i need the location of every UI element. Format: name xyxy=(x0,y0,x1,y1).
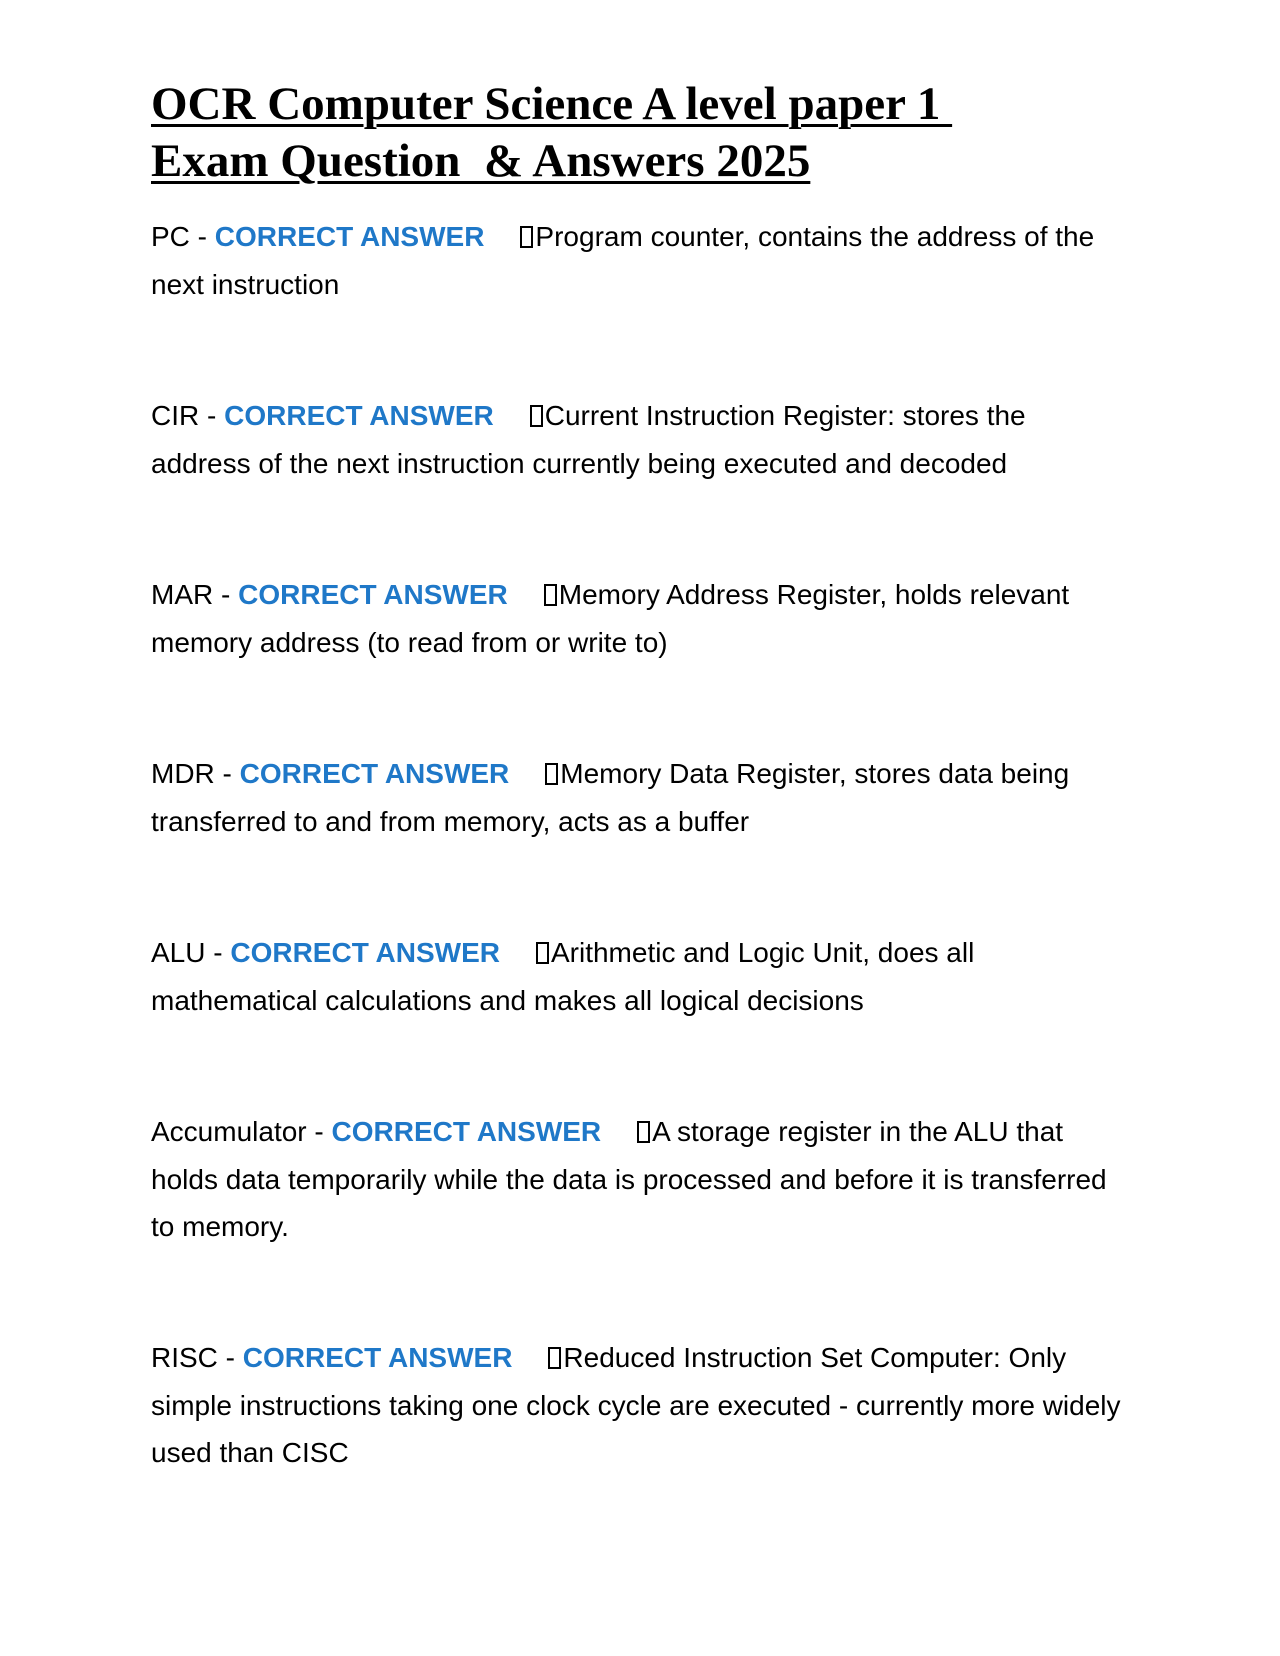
correct-answer-label: CORRECT ANSWER xyxy=(238,579,508,610)
entry-separator: - xyxy=(189,221,215,252)
title-line-2: Exam Question & Answers 2025 xyxy=(151,135,811,187)
entry-separator: - xyxy=(213,579,239,610)
correct-answer-label: CORRECT ANSWER xyxy=(224,400,494,431)
correct-answer-label: CORRECT ANSWER xyxy=(331,1116,602,1147)
qa-entry-alu xyxy=(151,929,1131,1024)
entry-term: PC xyxy=(151,221,190,252)
missing-glyph-box-icon xyxy=(544,584,557,606)
entry-definition: Reduced Instruction Set Computer: Only simple instructions taking one clock cycle are executed - currently more widely used than CISC xyxy=(151,1342,1121,1468)
document-title xyxy=(151,76,1111,190)
missing-glyph-box-icon xyxy=(530,405,543,427)
title-line-1: OCR Computer Science A level paper 1 xyxy=(151,78,953,130)
entry-term: MAR xyxy=(151,579,214,610)
correct-answer-label: CORRECT ANSWER xyxy=(239,758,510,789)
missing-glyph-box-icon xyxy=(545,763,558,785)
correct-answer-label: CORRECT ANSWER xyxy=(214,221,485,252)
entry-separator: - xyxy=(205,937,231,968)
entry-separator: - xyxy=(214,758,240,789)
missing-glyph-box-icon xyxy=(548,1347,561,1369)
qa-entry-mar xyxy=(151,571,1131,666)
entry-definition: A storage register in the ALU that holds data temporarily while the data is processed and before it is transferred to memory. xyxy=(151,1116,1107,1242)
entry-term: Accumulator xyxy=(151,1116,307,1147)
entry-separator: - xyxy=(199,400,225,431)
entry-definition: Memory Address Register, holds relevant memory address (to read from or write to) xyxy=(151,579,1070,658)
qa-entry-pc xyxy=(151,213,1131,308)
entry-term: RISC xyxy=(151,1342,218,1373)
entry-separator: - xyxy=(217,1342,243,1373)
qa-entry-accumulator xyxy=(151,1108,1131,1251)
entry-definition: Current Instruction Register: stores the address of the next instruction currently being executed and decoded xyxy=(151,400,1026,479)
entry-definition: Memory Data Register, stores data being transferred to and from memory, acts as a buffer xyxy=(151,758,1070,837)
correct-answer-label: CORRECT ANSWER xyxy=(242,1342,513,1373)
entry-term: ALU xyxy=(151,937,206,968)
qa-entry-cir xyxy=(151,392,1131,487)
missing-glyph-box-icon xyxy=(520,226,533,248)
missing-glyph-box-icon xyxy=(637,1121,650,1143)
entry-definition: Program counter, contains the address of the next instruction xyxy=(151,221,1095,300)
entry-term: MDR xyxy=(151,758,215,789)
entry-definition: Arithmetic and Logic Unit, does all mathematical calculations and makes all logical decisions xyxy=(151,937,975,1016)
entry-separator: - xyxy=(306,1116,332,1147)
qa-entry-mdr xyxy=(151,750,1131,845)
qa-entry-risc xyxy=(151,1334,1131,1477)
correct-answer-label: CORRECT ANSWER xyxy=(230,937,500,968)
missing-glyph-box-icon xyxy=(536,942,549,964)
entry-term: CIR xyxy=(151,400,200,431)
